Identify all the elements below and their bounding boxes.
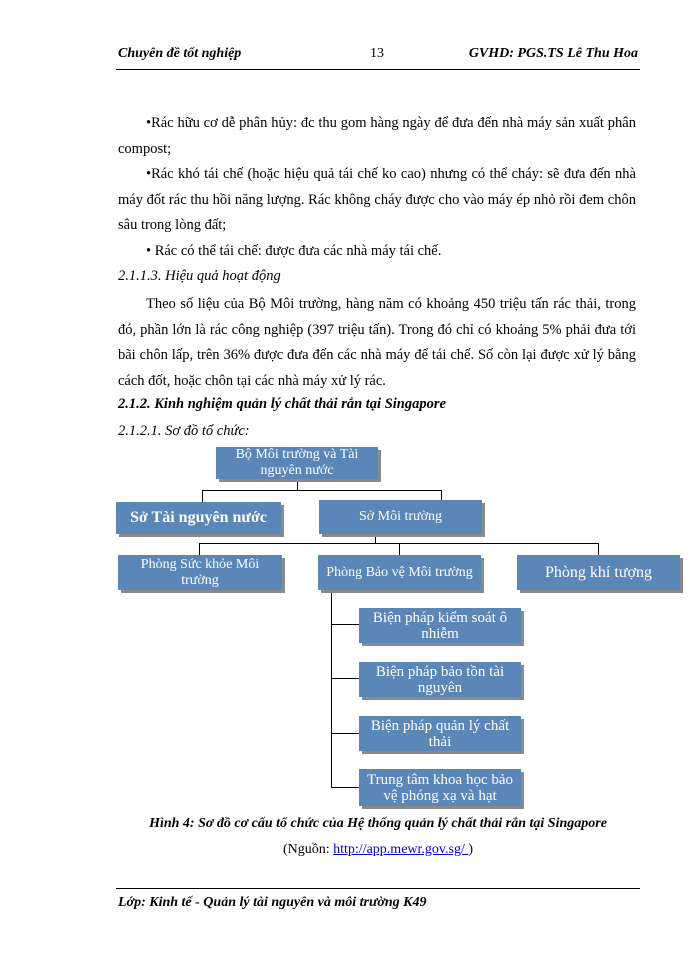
heading-212: 2.1.2. Kinh nghiệm quản lý chất thải rắn tại Singapore [118, 396, 446, 412]
page-footer: Lớp: Kinh tế - Quản lý tài nguyên và môi trường K49 [118, 895, 427, 910]
connector-protection [399, 543, 400, 555]
connector-water [202, 490, 203, 502]
figure-source [118, 842, 638, 858]
box-protection-division: Phòng Bảo vệ Môi trường [318, 555, 481, 590]
box-meteorology-division: Phòng khí tượng [517, 555, 680, 590]
figure-caption: Hình 4: Sơ đồ cơ cấu tổ chức của Hệ thống quản lý chất thải rắn tại Singapore [149, 816, 607, 831]
paragraph-effectiveness: Theo số liệu của Bộ Môi trường, hàng năm có khoảng 450 triệu tấn rác thải, trong đó, phần lớn là rác công nghiệp (397 triệu tấn). Trong đó chỉ có khoảng 5% phải đưa tới bãi chôn lấp, trên 36% được đưa đến các nhà máy để tái chế. Số còn lại được xử lý bằng cách đốt, hoặc chôn tại các nhà máy xử lý rác. [118, 296, 636, 389]
connector-level1 [202, 490, 442, 491]
box-env-dept: Sở Môi trường [319, 500, 482, 534]
box-health-division: Phòng Sức khỏe Môi trường [118, 555, 282, 590]
connector-measure-4 [331, 787, 359, 788]
source-suffix: ) [468, 842, 474, 857]
connector-measure-2 [331, 678, 359, 679]
connector-measure-1 [331, 624, 359, 625]
page-number: 13 [370, 46, 384, 61]
connector-env [441, 490, 442, 500]
header-rule [116, 69, 640, 70]
heading-2121: 2.1.2.1. Sơ đồ tổ chức: [118, 423, 250, 439]
connector-health [199, 543, 200, 555]
connector-env-down [375, 533, 376, 543]
connector-top [297, 478, 298, 490]
header-title: Chuyên đề tốt nghiệp [118, 46, 242, 61]
footer-rule [116, 888, 640, 889]
connector-measures-trunk [331, 590, 332, 787]
connector-meteo [598, 543, 599, 555]
connector-measure-3 [331, 733, 359, 734]
bullet-combustible: •Rác khó tái chế (hoặc hiệu quả tái chế ko cao) nhưng có thể cháy: sẽ đưa đến nhà máy đốt rác thu hồi năng lượng. Rác không cháy được cho vào máy ép nhỏ rồi đem chôn sâu trong lòng đất; [118, 166, 636, 233]
box-radiation-center: Trung tâm khoa học bảo vệ phóng xạ và hạt [359, 769, 521, 806]
source-prefix: (Nguồn: [282, 842, 334, 857]
box-water-dept: Sở Tài nguyên nước [116, 502, 281, 534]
box-ministry: Bộ Môi trường và Tài nguyên nước [216, 447, 378, 479]
bullet-organic: •Rác hữu cơ dễ phân hủy: đc thu gom hàng ngày để đưa đến nhà máy sản xuất phân compost; [118, 115, 636, 157]
page-header [118, 44, 638, 68]
heading-2113: 2.1.1.3. Hiệu quả hoạt động [118, 268, 281, 284]
box-resource-conservation: Biện pháp bảo tồn tài nguyên [359, 662, 521, 697]
box-waste-management: Biện pháp quản lý chất thải [359, 716, 521, 751]
bullet-recyclable: • Rác có thể tái chế: được đưa các nhà máy tái chế. [146, 243, 442, 259]
source-link[interactable]: http://app.mewr.gov.sg/ [333, 842, 469, 857]
header-supervisor: GVHD: PGS.TS Lê Thu Hoa [468, 46, 638, 61]
box-pollution-control: Biện pháp kiểm soát ô nhiễm [359, 608, 521, 643]
